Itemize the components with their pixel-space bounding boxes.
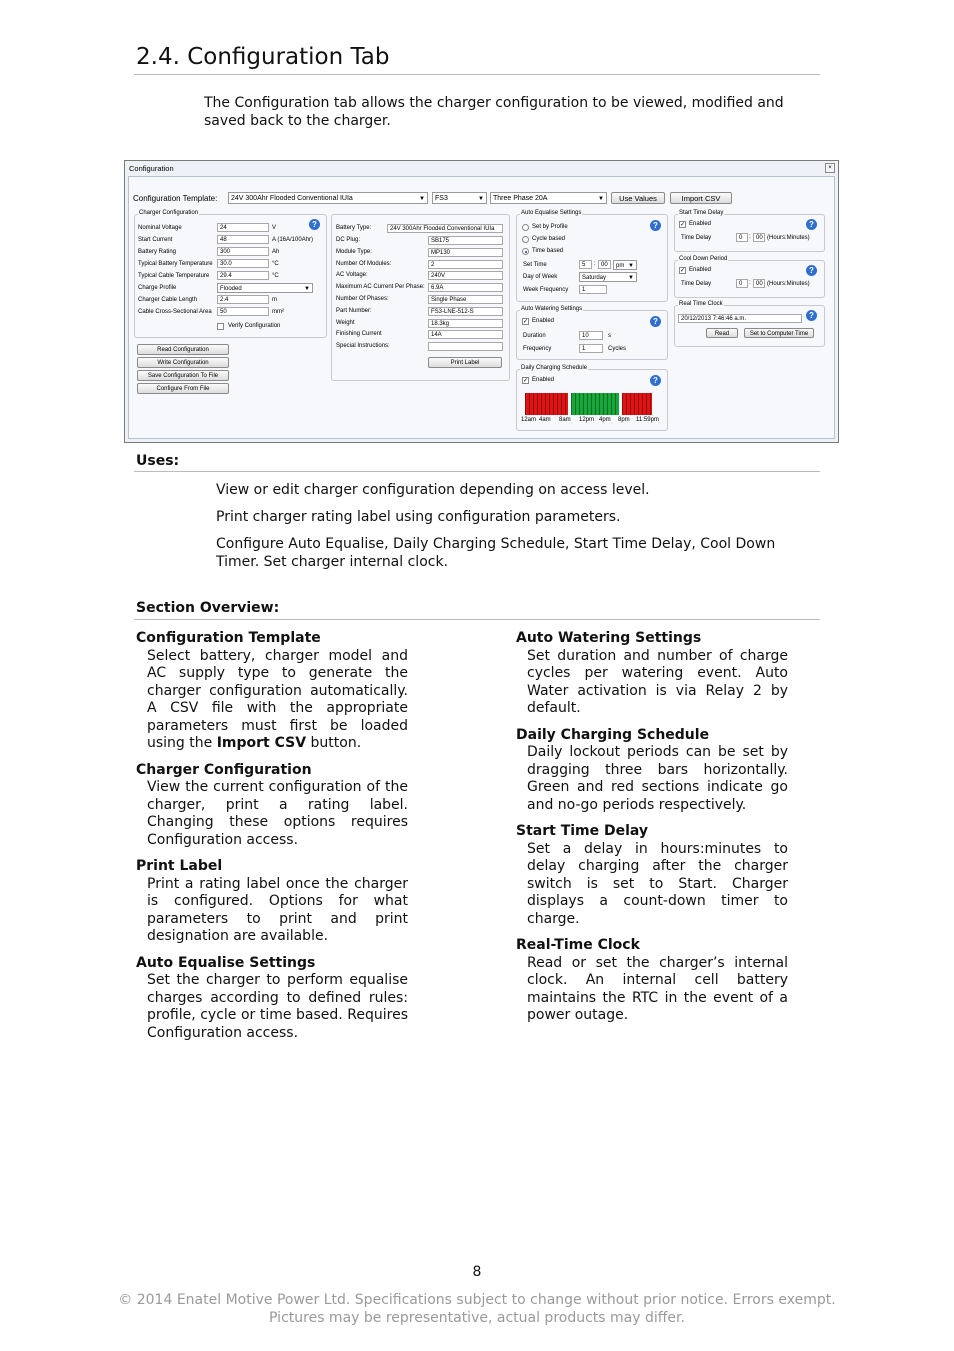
chevron-down-icon: ▼ xyxy=(419,196,425,202)
time-delay-label: Time Delay xyxy=(681,281,712,287)
watering-enabled-checkbox[interactable]: ✓ xyxy=(523,319,529,325)
print-label-button[interactable]: Print Label xyxy=(428,357,502,368)
overview-item-title: Configuration Template xyxy=(136,630,321,646)
colon: : xyxy=(749,280,751,286)
delay-hours-field[interactable]: 0 xyxy=(736,233,748,242)
cool-down-enabled-checkbox[interactable]: ✓ xyxy=(680,268,686,274)
overview-text-part: Daily lockout periods can be set by dragging three bars horizontally. Green and red sections indicate go and no-go periods respectively. xyxy=(527,744,788,813)
overview-text-part: button. xyxy=(306,735,362,751)
config-label: Cable Cross-Sectional Area xyxy=(138,309,212,315)
config-field[interactable]: 24 xyxy=(217,223,269,232)
overview-text-part: Read or set the charger’s internal clock. An internal cell battery maintains the RTC in the event of a power outage. xyxy=(527,954,788,1023)
overview-item-text xyxy=(516,648,788,718)
config-unit: V xyxy=(272,225,277,231)
save-config-file-button[interactable]: Save Configuration To File xyxy=(137,370,229,381)
help-icon[interactable]: ? xyxy=(650,316,661,327)
rtc-read-button[interactable]: Read xyxy=(706,328,738,338)
label-info-label: Weight xyxy=(336,319,355,326)
group-title: Cool Down Period xyxy=(679,256,728,262)
overview-text-part: Set the charger to perform equalise charges according to defined rules: profile, cycle or time based. Requires Configuration access. xyxy=(147,972,408,1041)
config-field[interactable]: 2.4 xyxy=(217,295,269,304)
config-label: Nominal Voltage xyxy=(138,225,182,231)
schedule-tick-label: 12am xyxy=(521,417,537,423)
start-delay-group xyxy=(674,210,825,252)
overview-item-title: Daily Charging Schedule xyxy=(516,726,710,743)
hour-field[interactable]: 5 xyxy=(579,260,592,269)
window-title: Configuration xyxy=(129,164,174,173)
enabled-label: Enabled xyxy=(689,267,712,273)
label-info-label: Number Of Modules: xyxy=(336,260,392,267)
config-field[interactable]: 29.4 xyxy=(217,271,269,280)
group-title: Auto Equalise Settings xyxy=(521,210,582,216)
overview-item xyxy=(136,630,408,753)
template-select[interactable] xyxy=(228,192,428,204)
overview-item-text xyxy=(516,744,788,814)
group-title: Charger Configuration xyxy=(139,210,199,216)
charger-config-group xyxy=(134,210,327,338)
footer: © 2014 Enatel Motive Power Ltd. Specifications subject to change without prior notice. Errors exempt. Pictures may be representative, actual products may differ. xyxy=(118,1292,836,1326)
overview-item-title: Real-Time Clock xyxy=(516,937,640,953)
minute-field[interactable]: 00 xyxy=(598,260,611,269)
config-label: Typical Cable Temperature xyxy=(138,273,210,279)
uses-heading: Uses: xyxy=(136,453,180,469)
use-values-button[interactable]: Use Values xyxy=(611,192,665,204)
config-label: Start Current xyxy=(138,237,173,243)
duration-label: Duration xyxy=(523,333,546,339)
use-line: Configure Auto Equalise, Daily Charging Schedule, Start Time Delay, Cool Down Timer. Set charger internal clock. xyxy=(216,536,776,570)
config-unit: m xyxy=(272,297,277,303)
config-field[interactable]: 50 xyxy=(217,307,269,316)
charge-profile-value: Flooded xyxy=(220,286,242,292)
cool-unit: (Hours:Minutes) xyxy=(767,281,810,287)
help-icon[interactable]: ? xyxy=(806,265,817,276)
charge-profile-select[interactable] xyxy=(217,283,313,293)
config-label: Charger Cable Length xyxy=(138,297,198,303)
label-info-label: Finishing Current xyxy=(336,331,382,338)
week-freq-field[interactable]: 1 xyxy=(579,285,607,294)
frequency-field[interactable]: 1 xyxy=(579,344,603,353)
config-field[interactable]: 300 xyxy=(217,247,269,256)
schedule-tick-label: 4am xyxy=(539,417,551,423)
help-icon[interactable]: ? xyxy=(650,375,661,386)
chevron-down-icon: ▼ xyxy=(598,196,604,202)
overview-text-part: Print a rating label once the charger is configured. Options for what parameters to print and print designation are available. xyxy=(147,875,408,944)
label-info-field[interactable]: 18.3kg xyxy=(428,319,503,328)
configure-from-file-button[interactable]: Configure From File xyxy=(137,383,229,394)
title-rule xyxy=(134,74,820,75)
radio-profile[interactable] xyxy=(522,224,529,231)
overview-text-part: Set duration and number of charge cycles per watering event. Auto Water activation is via Relay 2 by default. xyxy=(527,647,788,716)
overview-item xyxy=(516,630,788,718)
configuration-screenshot xyxy=(124,160,839,443)
overview-item-text xyxy=(136,972,408,1042)
rtc-set-button[interactable]: Set to Computer Time xyxy=(744,328,814,338)
overview-item-text xyxy=(136,779,408,849)
uses-rule xyxy=(134,471,820,472)
day-label: Day of Week xyxy=(523,274,558,280)
config-unit: mm² xyxy=(272,309,284,315)
cool-hours-field[interactable]: 0 xyxy=(736,279,748,288)
config-field[interactable]: 30.0 xyxy=(217,259,269,268)
config-unit: °C xyxy=(272,261,279,267)
label-info-label: Number Of Phases: xyxy=(336,296,389,302)
set-time-label: Set Time xyxy=(523,262,547,268)
colon: : xyxy=(749,234,751,240)
label-info-label: Special Instructions: xyxy=(336,343,390,350)
template-label: Configuration Template: xyxy=(133,194,218,203)
daily-schedule-group xyxy=(516,365,668,431)
import-csv-button[interactable]: Import CSV xyxy=(670,192,732,204)
schedule-bars[interactable] xyxy=(525,393,661,415)
label-info-field[interactable]: 14A xyxy=(428,330,503,339)
overview-item-text xyxy=(136,648,408,753)
auto-watering-group xyxy=(516,306,668,360)
label-info-group xyxy=(331,214,510,381)
overview-item-title: Print Label xyxy=(136,858,223,874)
radio-time[interactable] xyxy=(522,248,529,255)
page-number: 8 xyxy=(472,1264,482,1280)
label-info-field[interactable]: FS3-LNE-512-S xyxy=(428,307,503,316)
cool-minutes-field[interactable]: 00 xyxy=(753,279,765,288)
label-info-label: Part Number: xyxy=(336,307,372,314)
verify-checkbox[interactable] xyxy=(217,323,224,330)
schedule-tick-label: 11:59pm xyxy=(636,417,659,423)
delay-minutes-field[interactable]: 00 xyxy=(753,233,765,242)
no-go-segment[interactable] xyxy=(622,393,652,415)
schedule-tick-label: 8am xyxy=(559,417,571,423)
label-info-field[interactable]: 2 xyxy=(428,260,503,269)
group-title: Daily Charging Schedule xyxy=(521,365,588,371)
rtc-group xyxy=(674,301,825,347)
config-label: Battery Rating xyxy=(138,249,177,255)
schedule-tick-label: 4pm xyxy=(599,417,611,423)
config-field[interactable]: 48 xyxy=(217,235,269,244)
chevron-down-icon: ▼ xyxy=(478,196,484,202)
help-icon[interactable]: ? xyxy=(806,219,817,230)
use-line: Print charger rating label using configuration parameters. xyxy=(216,509,621,525)
group-title: Auto Watering Settings xyxy=(521,306,583,312)
intro-text: The Configuration tab allows the charger configuration to be viewed, modified and saved back to the charger. xyxy=(204,95,784,129)
chevron-down-icon: ▼ xyxy=(628,263,634,269)
overview-item-title: Start Time Delay xyxy=(516,823,649,839)
config-label: Typical Battery Temperature xyxy=(138,261,213,267)
overview-item-title: Auto Equalise Settings xyxy=(136,954,316,971)
help-icon[interactable]: ? xyxy=(650,220,661,231)
radio-label: Set by Profile xyxy=(532,224,568,230)
chevron-down-icon: ▼ xyxy=(304,286,310,292)
verify-label: Verify Configuration xyxy=(228,323,281,329)
help-icon[interactable]: ? xyxy=(309,219,320,230)
label-info-field[interactable]: SB175 xyxy=(428,236,503,245)
week-freq-label: Week Frequency xyxy=(523,287,569,293)
overview-rule xyxy=(134,619,820,620)
radio-cycle[interactable] xyxy=(522,236,529,243)
overview-text-part: Set a delay in hours:minutes to delay charging after the charger switch is set to Start. Charger displays a count-down timer to charge. xyxy=(527,840,788,927)
duration-field[interactable]: 10 xyxy=(579,331,603,340)
label-info-field[interactable]: 24V 300Ahr Flooded Conventional IUIa xyxy=(387,224,503,233)
read-config-button[interactable]: Read Configuration xyxy=(137,344,229,355)
config-label: Charge Profile xyxy=(138,285,177,291)
label-info-field[interactable]: 240V xyxy=(428,271,503,280)
delay-unit: (Hours:Minutes) xyxy=(767,235,810,241)
model-select[interactable] xyxy=(432,192,487,204)
close-icon[interactable]: × xyxy=(825,163,835,173)
config-unit: °C xyxy=(272,273,279,279)
page-title: 2.4. Configuration Tab xyxy=(136,44,390,70)
rtc-field[interactable]: 20/12/2013 7:46:46 a.m. xyxy=(678,314,802,323)
schedule-tick-label: 8pm xyxy=(618,417,630,423)
model-value: FS3 xyxy=(435,195,448,202)
config-unit: A (16A/100Ahr) xyxy=(272,237,314,243)
enabled-label: Enabled xyxy=(532,377,555,383)
write-config-button[interactable]: Write Configuration xyxy=(137,357,229,368)
group-title: Start Time Delay xyxy=(679,210,724,216)
overview-item-text xyxy=(136,876,408,946)
duration-unit: s xyxy=(608,333,611,339)
phase-select[interactable] xyxy=(490,192,607,204)
chevron-down-icon: ▼ xyxy=(628,275,634,281)
day-select[interactable] xyxy=(579,272,637,282)
start-delay-enabled-checkbox[interactable]: ✓ xyxy=(680,222,686,228)
overview-item-text xyxy=(516,841,788,929)
enabled-label: Enabled xyxy=(689,221,712,227)
label-info-field[interactable]: MP130 xyxy=(428,248,503,257)
overview-item xyxy=(516,823,788,928)
auto-equalise-group xyxy=(516,210,668,302)
group-title: Real Time Clock xyxy=(679,301,723,307)
phase-value: Three Phase 20A xyxy=(493,195,548,202)
ampm-value: pm xyxy=(616,263,625,269)
template-value: 24V 300Ahr Flooded Conventional IUIa xyxy=(231,195,353,202)
label-info-field[interactable]: 6.9A xyxy=(428,283,503,292)
radio-label: Time based xyxy=(532,248,564,254)
overview-item xyxy=(136,955,408,1043)
schedule-enabled-checkbox[interactable]: ✓ xyxy=(523,378,529,384)
overview-item xyxy=(516,937,788,1025)
cool-down-group xyxy=(674,256,825,298)
overview-text-part: Select battery, charger model and AC supply type to generate the charger configuration automatically. A CSV file with the appropriate parameters must first be loaded using the xyxy=(147,647,408,751)
overview-item xyxy=(136,762,408,850)
label-info-label: Maximum AC Current Per Phase: xyxy=(336,284,425,291)
overview-text-part: View the current configuration of the charger, print a rating label. Changing these options requires Configuration access. xyxy=(147,779,408,848)
enabled-label: Enabled xyxy=(532,318,555,324)
label-info-label: DC Plug: xyxy=(336,237,361,243)
frequency-unit: Cycles xyxy=(608,346,627,352)
overview-item-title: Auto Watering Settings xyxy=(516,630,702,646)
colon: : xyxy=(594,261,596,267)
schedule-tick-label: 12pm xyxy=(579,417,595,423)
overview-item xyxy=(516,727,788,815)
overview-item-title: Charger Configuration xyxy=(136,761,312,778)
ampm-select[interactable] xyxy=(613,260,637,270)
radio-label: Cycle based xyxy=(532,236,566,242)
overview-left-column xyxy=(136,630,408,1051)
no-go-segment[interactable] xyxy=(525,393,568,415)
label-info-field[interactable] xyxy=(428,342,503,351)
label-info-field[interactable]: Single Phase xyxy=(428,295,503,304)
overview-right-column xyxy=(516,630,788,1034)
label-info-label: AC Voltage: xyxy=(336,272,368,279)
go-segment[interactable] xyxy=(571,393,619,415)
config-unit: Ah xyxy=(272,249,280,255)
overview-heading: Section Overview: xyxy=(136,600,280,616)
time-delay-label: Time Delay xyxy=(681,235,712,241)
frequency-label: Frequency xyxy=(523,346,552,352)
label-info-label: Battery Type: xyxy=(336,225,372,231)
use-line: View or edit charger configuration depending on access level. xyxy=(216,482,650,498)
config-panel xyxy=(128,176,835,439)
overview-text-bold: Import CSV xyxy=(216,735,307,751)
help-icon[interactable]: ? xyxy=(806,310,817,321)
overview-item xyxy=(136,858,408,946)
label-info-label: Module Type: xyxy=(336,248,372,255)
overview-item-text xyxy=(516,955,788,1025)
day-value: Saturday xyxy=(582,275,607,281)
